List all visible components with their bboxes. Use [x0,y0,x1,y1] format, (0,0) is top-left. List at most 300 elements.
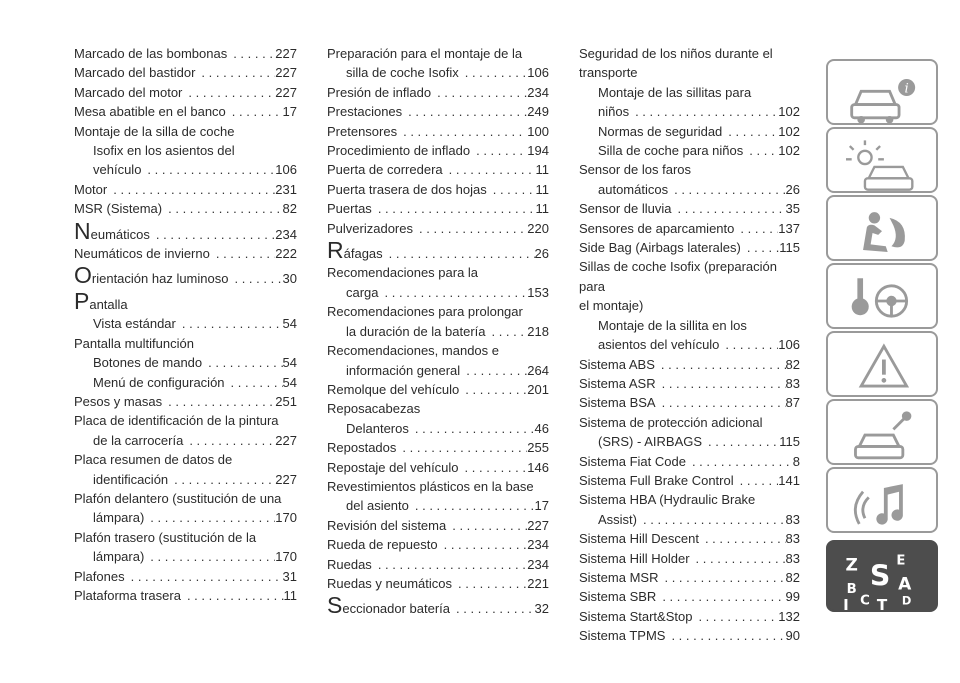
page-number: 99 [785,589,800,605]
index-entry-row[interactable] [579,180,800,199]
entry-text [74,217,150,244]
dot-leader [228,269,282,288]
dot-leader [699,529,786,548]
entry-text: (SRS) - AIRBAGS [598,434,703,450]
page-number: 54 [282,374,297,390]
index-entry [579,490,800,529]
entry-text: Sistema BSA [579,395,656,411]
index-entry-row[interactable] [74,83,297,102]
dot-leader [181,586,284,605]
entry-text: Sistema MSR [579,569,659,585]
section-tab[interactable] [826,59,938,125]
page-number: 146 [527,459,549,475]
index-entry-row[interactable] [327,237,549,264]
index-letter: S [869,559,891,593]
dot-leader [722,122,778,141]
index-entry [327,419,549,438]
dot-leader [162,392,275,411]
index-entry [579,549,800,568]
index-entry [327,44,549,83]
entry-text: MSR (Sistema) [74,201,163,217]
section-tab[interactable] [826,331,938,397]
entry-text [74,262,229,289]
index-entry [327,102,549,121]
page-number: 83 [785,550,800,566]
index-letter: A [898,574,912,595]
page-number: 102 [778,123,800,139]
index-entry-line: Montaje de la sillita en los [598,317,747,333]
index-entry [327,160,549,179]
index-entry-row[interactable] [327,516,549,535]
index-entry [579,160,800,199]
page-number: 264 [527,362,549,378]
index-entry-row[interactable] [327,574,549,593]
index-entry-row[interactable] [74,63,297,82]
index-entry-row[interactable] [327,419,549,438]
page-number: 234 [527,556,549,572]
index-entry [74,63,297,82]
section-letter: O [74,262,92,289]
index-entry-row[interactable] [74,180,297,199]
page-number: 106 [527,65,549,81]
index-entry-row[interactable] [74,567,297,586]
dot-leader [372,199,536,218]
index-entry [579,413,800,452]
index-entry-row[interactable] [579,568,800,587]
index-entry [327,535,549,554]
dot-leader [470,141,527,160]
dot-leader [183,431,275,450]
page-number: 227 [275,46,297,61]
index-entry-row[interactable] [74,244,297,263]
index-entry-row[interactable] [74,102,297,121]
index-entry-line: Placa resumen de datos de [74,452,233,468]
entry-text: Prestaciones [327,104,403,120]
index-entry-row[interactable] [74,160,297,179]
page-number: 227 [275,84,297,100]
section-tab[interactable] [826,467,938,533]
index-entry-line: Sistema de protección adicional [579,414,763,430]
index-entry [327,477,549,516]
section-tab[interactable] [826,195,938,261]
index-entry [74,567,297,586]
dot-leader [409,419,535,438]
section-tab[interactable] [826,540,938,612]
dot-leader [144,508,275,527]
dot-leader [397,122,527,141]
entry-text: Sistema TPMS [579,628,666,644]
entry-text: Sistema Hill Holder [579,550,690,566]
index-entry-row[interactable] [579,452,800,471]
index-entry-row[interactable] [579,199,800,218]
index-entry [74,44,297,63]
index-entry [579,626,800,645]
section-tab[interactable] [826,263,938,329]
index-entry [74,262,297,289]
index-letter: I [843,596,849,614]
index-entry-row[interactable] [579,529,800,548]
page-number: 115 [779,240,800,256]
index-entry-row[interactable] [327,458,549,477]
index-entry-row[interactable] [579,607,800,626]
index-entry [327,555,549,574]
index-letter: E [896,553,906,569]
dot-leader [402,102,527,121]
index-heading-line: transporte [579,65,638,81]
index-entry-row[interactable] [327,361,549,380]
page-number: 100 [527,123,549,139]
page-number: 54 [282,355,297,371]
page-number: 170 [275,510,297,526]
index-entry-row[interactable] [327,496,549,515]
index-entry [579,141,800,160]
index-entry-row[interactable] [327,83,549,102]
page-number: 255 [527,440,549,456]
dot-leader [485,322,527,341]
page-number: 218 [527,323,549,339]
entry-label: áfagas [343,246,383,262]
index-entry [327,199,549,218]
dot-leader [144,547,275,566]
entry-text: Sistema Hill Descent [579,531,699,547]
index-entry-line: Sistema HBA (Hydraulic Brake [579,492,756,508]
page-number: 194 [527,143,549,159]
entry-text: Botones de mando [93,355,203,371]
index-entry-row[interactable] [74,431,297,450]
dot-leader [719,335,778,354]
index-entry [579,316,800,355]
index-entry [327,302,549,341]
section-letter: P [74,287,90,314]
index-entry-line: Revestimientos plásticos en la base [327,478,534,494]
page-number: 231 [275,181,297,197]
dot-leader [150,225,275,244]
dot-leader [202,353,282,372]
car-lights-icon [828,129,936,201]
page-number: 32 [534,601,549,617]
index-entry-row[interactable] [579,219,800,238]
index-entry-row[interactable] [74,586,297,605]
index-entry [579,199,800,218]
index-entry [327,219,549,238]
index-entry-row[interactable] [579,549,800,568]
page-number: 26 [534,246,549,262]
page-number: 227 [275,432,297,448]
dot-leader [450,599,535,618]
dot-leader [690,549,786,568]
page-number: 31 [282,568,297,584]
page-number: 106 [275,162,297,178]
index-entry-row[interactable] [74,373,297,392]
index-entry [579,471,800,490]
entry-text: Repostados [327,440,397,456]
index-entry [327,574,549,593]
index-entry-line: Montaje de la silla de coche [74,123,235,139]
index-heading-line: Sillas de coche Isofix (preparación para [579,259,777,294]
page-number: 170 [275,549,297,565]
dot-leader [107,180,275,199]
dot-leader [226,102,283,121]
dot-leader [459,380,527,399]
entry-text: del asiento [346,498,409,514]
index-entry [579,607,800,626]
page-number: 102 [778,143,800,159]
dot-leader [452,574,527,593]
index-entry-line: Plafón trasero (sustitución de la [74,529,257,545]
dot-leader [656,587,785,606]
dot-leader [182,83,275,102]
index-entry-row[interactable] [327,219,549,238]
index-entry-line: Montaje de las sillitas para [598,84,752,100]
entry-text: Pesos y masas [74,393,163,409]
index-letter: C [860,593,870,609]
index-entry [74,244,297,263]
index-entry-row[interactable] [579,626,800,645]
index-entry-row[interactable] [327,102,549,121]
entry-text: Sensor de lluvia [579,201,672,217]
index-entry [579,393,800,412]
index-entry [74,217,297,244]
index-entry-line: Sensor de los faros [579,162,692,178]
index-entry [74,314,297,333]
index-entry-row[interactable] [74,314,297,333]
index-entry [327,516,549,535]
index-entry-row[interactable] [579,393,800,412]
index-entry-row[interactable] [579,102,800,121]
dot-leader [655,355,786,374]
key-steering-icon [828,265,936,337]
index-entry-row[interactable] [74,547,297,566]
index-entry [74,586,297,605]
page-number: 46 [534,420,549,436]
dot-leader [656,374,786,393]
page-number: 82 [785,569,800,585]
index-entry-row[interactable] [327,555,549,574]
page-number: 227 [275,65,297,81]
index-heading-line: Seguridad de los niños durante el [579,46,773,61]
index-entry-row[interactable] [579,335,800,354]
page-number: 220 [527,220,549,236]
entry-label: rientación haz luminoso [91,271,229,287]
index-entry [74,353,297,372]
index-entry-row[interactable] [74,44,297,63]
index-entry [327,263,549,302]
index-entry [579,122,800,141]
index-entry-row[interactable] [74,508,297,527]
index-letter: D [901,593,912,608]
entry-text: lámpara) [93,510,145,526]
index-entry-row[interactable] [327,380,549,399]
dot-leader [227,44,275,63]
entry-label: eccionador batería [342,601,451,617]
page-number: 115 [779,434,800,450]
index-entry-line: Placa de identificación de la pintura [74,413,279,429]
warning-car-icon [828,333,936,405]
index-entry-row[interactable] [579,122,800,141]
index-entry-row[interactable] [327,199,549,218]
index-entry-row[interactable] [579,587,800,606]
entry-text: Plafones [74,568,125,584]
index-entry-row[interactable] [74,470,297,489]
page-number: 234 [527,84,549,100]
index-entry-row[interactable] [579,374,800,393]
entry-text: vehículo [93,162,142,178]
entry-text: Ruedas [327,556,372,572]
car-info-icon [828,61,936,133]
entry-text: Sistema Fiat Code [579,453,686,469]
entry-text: información general [346,362,461,378]
entry-text: Sistema ASR [579,375,656,391]
index-entry-row[interactable] [327,535,549,554]
entry-text: niños [598,104,630,120]
entry-text: Sistema Full Brake Control [579,472,734,488]
index-entry-row[interactable] [579,238,800,257]
index-entry-row[interactable] [74,217,297,244]
index-entry [74,287,297,314]
page-number: 102 [778,104,800,120]
dot-leader [672,199,786,218]
dot-leader [431,83,527,102]
index-entry-row[interactable] [327,438,549,457]
page-number: 83 [785,375,800,391]
page-number: 87 [785,395,800,411]
page-number: 106 [778,337,800,353]
section-tab[interactable] [826,399,938,465]
dot-leader [459,63,528,82]
section-letter: N [74,217,91,244]
section-tab[interactable] [826,127,938,193]
index-entry-row[interactable] [74,353,297,372]
dot-leader [379,283,528,302]
index-entry-row[interactable] [327,283,549,302]
dot-leader [141,160,275,179]
dot-leader [459,458,528,477]
dot-leader [176,314,283,333]
index-entry [327,122,549,141]
page-number: 227 [275,471,297,487]
dot-leader [372,555,527,574]
dot-leader [396,438,527,457]
dot-leader [743,141,778,160]
index-entry [74,102,297,121]
page-number: 82 [282,201,297,217]
index-entry-row[interactable] [327,160,549,179]
entry-text: Ruedas y neumáticos [327,575,453,591]
page-number: 26 [785,181,800,197]
index-entry [327,83,549,102]
index-entry [579,568,800,587]
index-entry-row[interactable] [579,510,800,529]
entry-text: Sistema Start&Stop [579,608,693,624]
index-entry [74,528,297,567]
dot-leader [168,470,275,489]
page-number: 35 [785,201,800,217]
entry-text: la duración de la batería [346,323,486,339]
index-entry-row[interactable] [579,355,800,374]
index-entry [74,411,297,450]
index-entry-row[interactable] [74,262,297,289]
entry-text: Rueda de repuesto [327,537,438,553]
index-entry-row[interactable] [327,141,549,160]
index-entry [327,341,549,380]
dot-leader [487,180,536,199]
page-number: 249 [527,104,549,120]
entry-text: Pulverizadores [327,220,413,236]
index-entry [327,380,549,399]
index-entry [579,374,800,393]
index-entry [579,257,800,315]
page-number: 153 [527,284,549,300]
index-entry [327,438,549,457]
index-entry-row[interactable] [327,180,549,199]
index-entry [74,83,297,102]
index-entry-row[interactable] [74,199,297,218]
index-entry [579,529,800,548]
index-entry [327,458,549,477]
index-entry-row[interactable] [327,122,549,141]
index-entry-line: Plafón delantero (sustitución de una [74,490,282,506]
index-entry-row[interactable] [579,471,800,490]
entry-text: Marcado del motor [74,84,183,100]
entry-text: Motor [74,181,108,197]
entry-text: Plataforma trasera [74,587,181,603]
index-entry [74,122,297,180]
index-entry-line: Recomendaciones, mandos e [327,343,499,359]
entry-text: identificación [93,471,169,487]
index-entry [579,452,800,471]
dot-leader [460,361,527,380]
page-number: 30 [282,271,297,287]
index-entry [74,392,297,411]
dot-leader [162,199,282,218]
index-entry-row[interactable] [579,432,800,451]
index-entry-row[interactable] [327,322,549,341]
index-column-1 [74,44,297,605]
dot-leader [409,496,535,515]
dot-leader [686,452,793,471]
entry-text: Sistema ABS [579,356,655,372]
index-entry [327,399,549,418]
entry-text: Menú de configuración [93,374,225,390]
index-entry-row[interactable] [327,592,549,619]
index-entry-row[interactable] [74,392,297,411]
dot-leader [637,510,786,529]
dot-leader [125,567,283,586]
index-column-3 [579,44,800,646]
entry-text [327,237,383,264]
index-heading: Reposacabezas [327,401,421,417]
dot-leader [443,160,536,179]
page-number: 90 [785,628,800,644]
index-heading-line: el montaje) [579,298,644,314]
index-entry [327,592,549,619]
dot-leader [702,432,779,451]
index-entry-row[interactable] [327,63,549,82]
index-letter: T [876,596,888,614]
airbag-icon [828,197,936,269]
dot-leader [413,219,527,238]
index-entry-row[interactable] [579,141,800,160]
index-entry-line: Preparación para el montaje de la [327,46,523,61]
index-entry [74,199,297,218]
page-number: 141 [778,472,800,488]
index-entry [74,489,297,528]
section-letter: S [327,592,343,619]
entry-text: Sistema SBR [579,589,657,605]
entry-text: Puerta de corredera [327,162,443,178]
index-column-2 [327,44,549,619]
index-entry-line: Recomendaciones para prolongar [327,304,523,320]
